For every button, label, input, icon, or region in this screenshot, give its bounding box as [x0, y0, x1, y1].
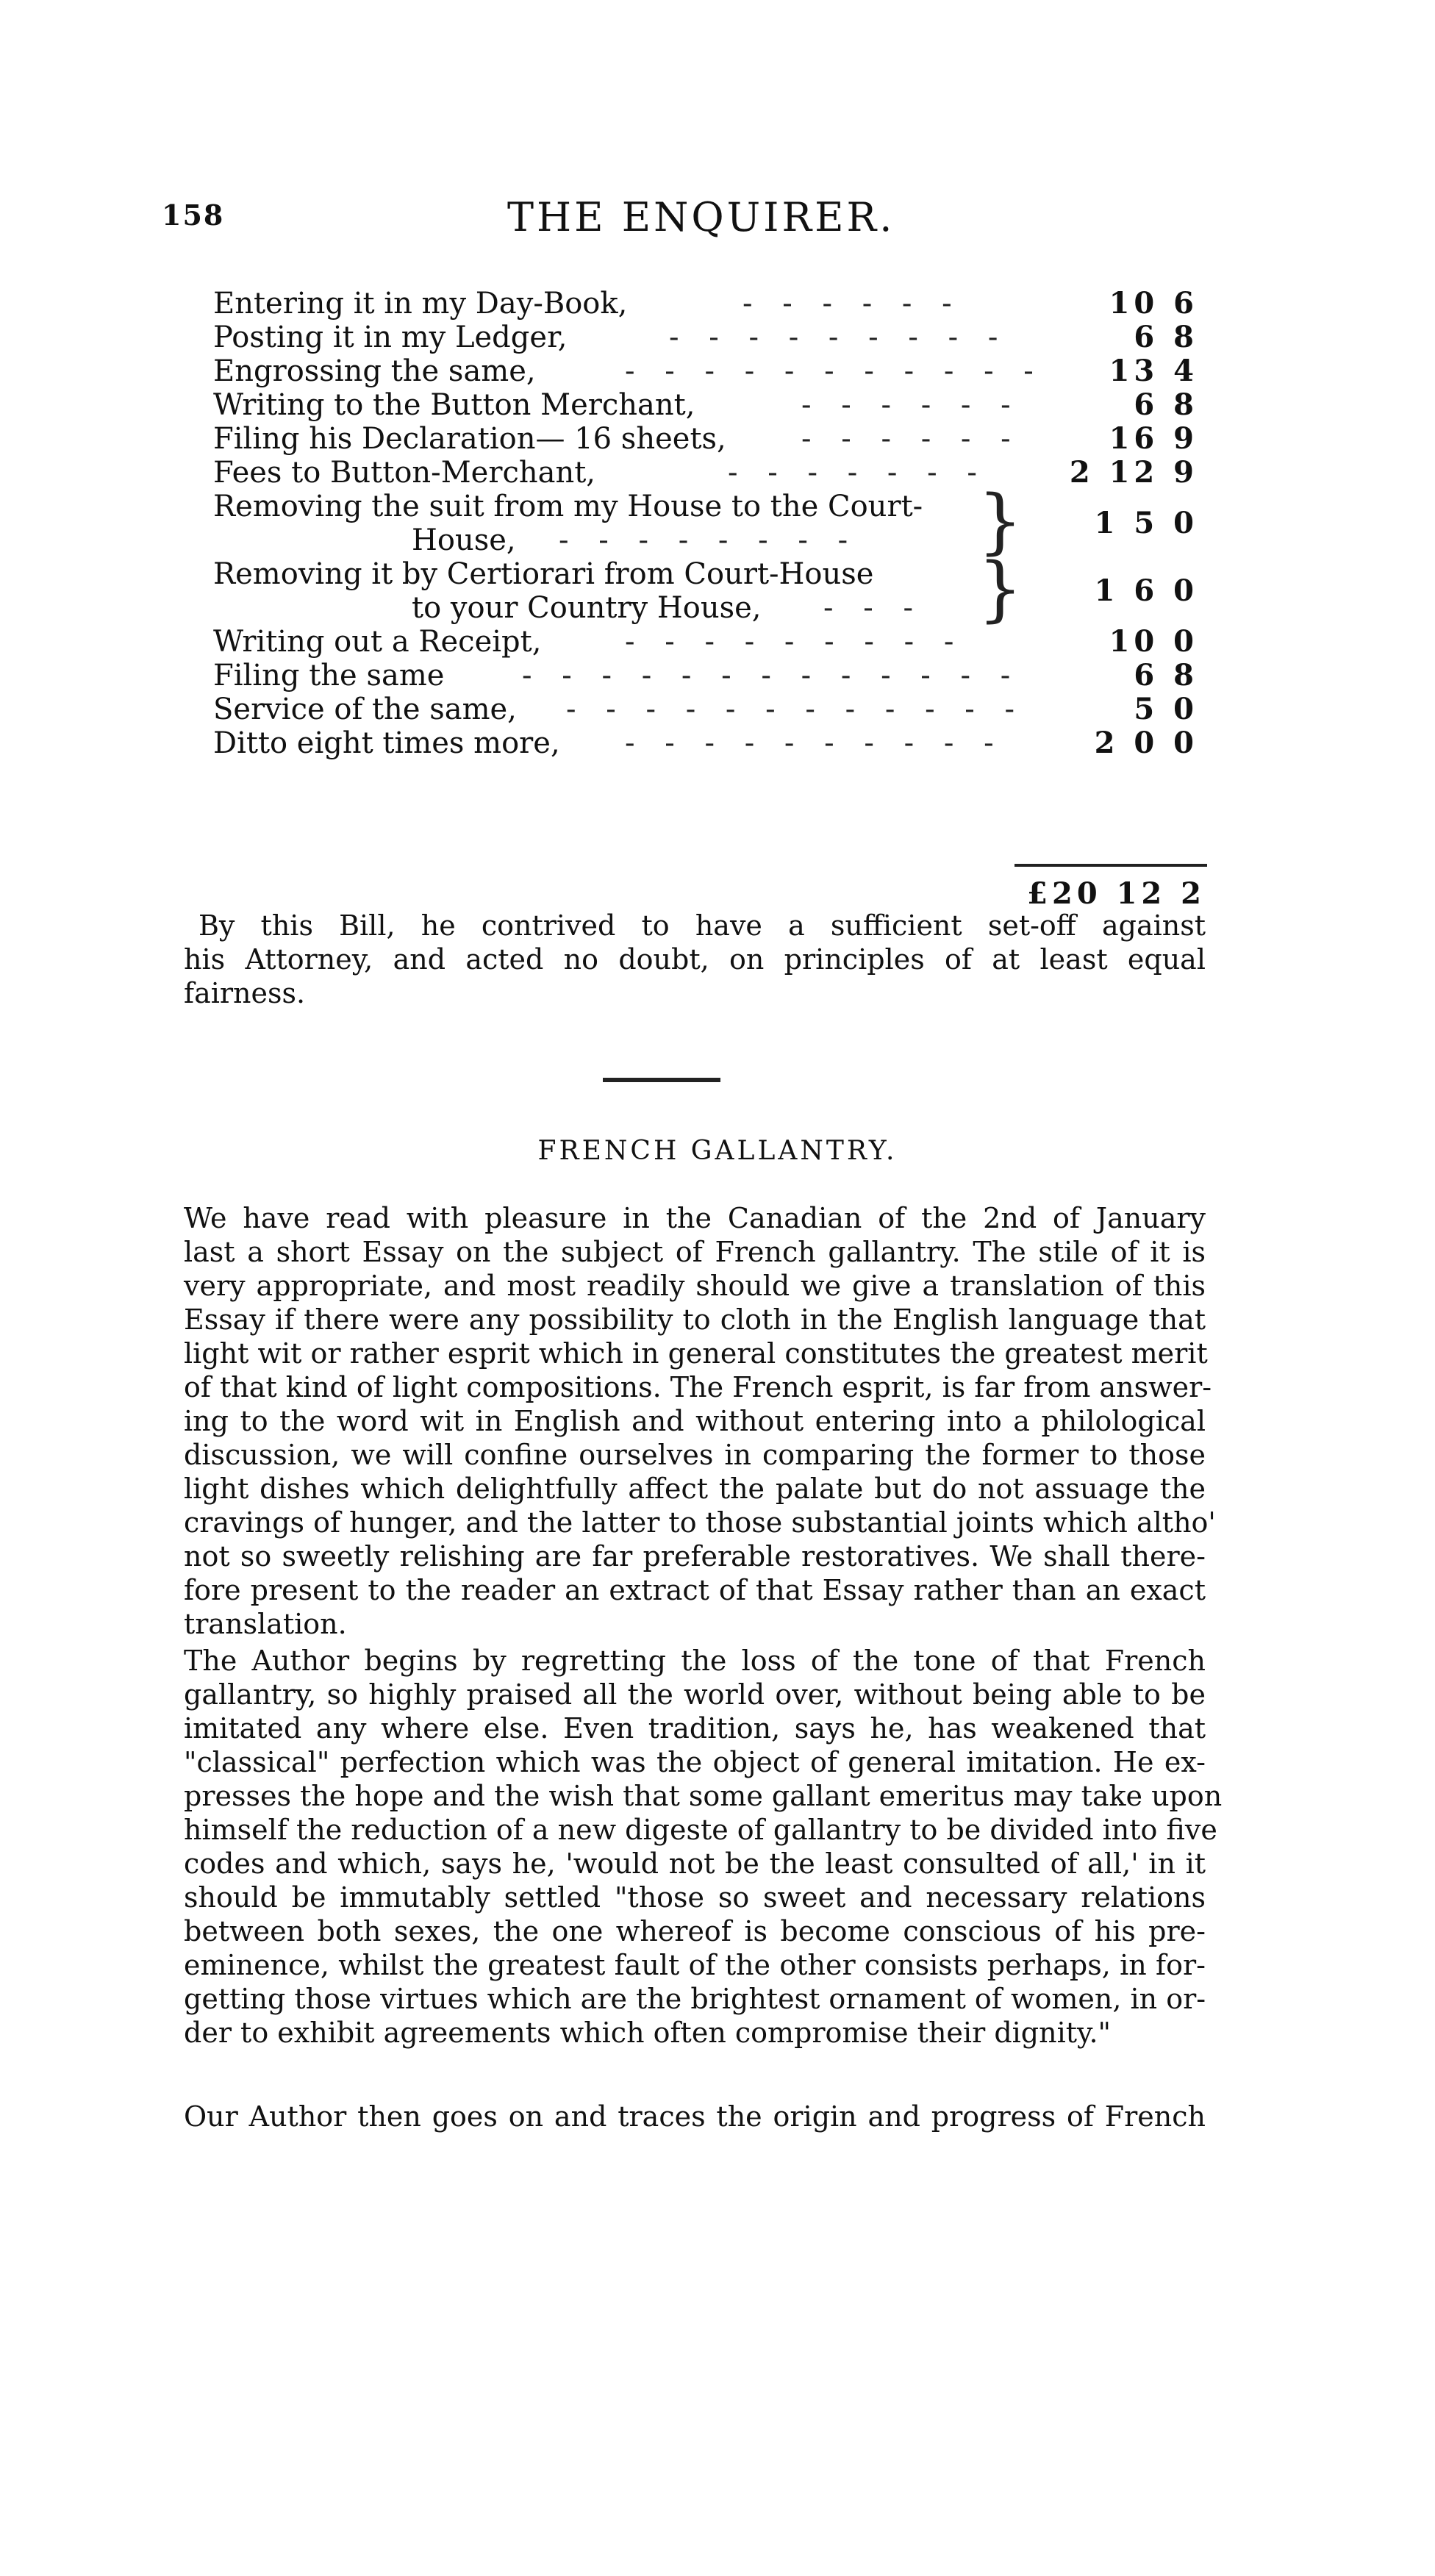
bill-row	[213, 726, 1198, 760]
text-line: "classical" perfection which was the object of general imitation. He ex-	[184, 1746, 1206, 1778]
text-line: very appropriate, and most readily should we give a translation of this	[184, 1270, 1206, 1302]
bill-item-text: Ditto eight times more,	[213, 726, 560, 760]
section-title: FRENCH GALLANTRY.	[537, 1136, 898, 1166]
bill-item-amount: 16 9	[1109, 421, 1198, 456]
bill-row	[213, 321, 1198, 354]
text-line: fairness.	[184, 977, 306, 1009]
bill-row	[213, 456, 1198, 490]
text-line: should be immutably settled "those so sweet and necessary relations	[184, 1881, 1206, 1914]
text-line: Essay if there were any possibility to cloth in the English language that	[184, 1303, 1206, 1336]
bill-item-amount: 10 0	[1109, 624, 1198, 659]
text-line: cravings of hunger, and the latter to those substantial joints which altho'	[184, 1506, 1216, 1539]
bill-row	[213, 354, 1198, 388]
bill-row	[213, 659, 1198, 693]
text-line: Our Author then goes on and traces the origin and progress of French	[184, 2100, 1206, 2133]
text-line: By this Bill, he contrived to have a sufficient set-off against	[198, 909, 1206, 942]
text-line: last a short Essay on the subject of French gallantry. The stile of it is	[184, 1236, 1206, 1268]
closing-paragraph	[184, 909, 1206, 1010]
dot-leader: - - - - - - -	[728, 456, 987, 490]
dot-leader: - - -	[823, 591, 923, 625]
bill-item-text: Removing the suit from my House to the Court-	[213, 490, 923, 523]
bill-row	[213, 422, 1198, 456]
text-line: ing to the word wit in English and without entering into a philological	[184, 1405, 1206, 1437]
bill-row	[213, 693, 1198, 726]
text-line: fore present to the reader an extract of that Essay rather than an exact	[184, 1574, 1206, 1606]
dot-leader: - - - - - - - - -	[625, 625, 965, 659]
bill-row	[213, 287, 1198, 321]
sum-rule	[1014, 864, 1207, 867]
bill-item-text: Entering it in my Day-Book,	[213, 287, 628, 321]
bill-row	[213, 548, 1198, 630]
bill-item-amount: 13 4	[1109, 354, 1198, 388]
bill-item-amount: 2 12 9	[1069, 455, 1198, 490]
text-line: eminence, whilst the greatest fault of the other consists perhaps, in for-	[184, 1949, 1206, 1981]
dot-leader: - - - - - - - - - - -	[625, 354, 1044, 388]
bill-item-text-continued: to your Country House,	[412, 591, 762, 625]
bill-item-text-continued: House,	[412, 523, 516, 557]
dot-leader: - - - - - - - - - -	[625, 726, 1004, 760]
bill-item-amount: 1 6 0	[1094, 573, 1198, 608]
bill-total: £20 12 2	[1027, 876, 1206, 911]
text-line: between both sexes, the one whereof is become conscious of his pre-	[184, 1915, 1206, 1947]
bill-item-text: Writing to the Button Merchant,	[213, 388, 695, 422]
dot-leader: - - - - - - - - - - - -	[566, 693, 1026, 726]
text-line: We have read with pleasure in the Canadian of the 2nd of January	[184, 1202, 1206, 1234]
body-paragraph	[184, 1201, 1216, 1641]
text-line: getting those virtues which are the brightest ornament of women, in or-	[184, 1983, 1206, 2015]
text-line: The Author begins by regretting the loss of the tone of that French	[184, 1645, 1206, 1677]
page-header	[0, 194, 1435, 257]
body-paragraph	[184, 1644, 1223, 2050]
bill-item-text: Filing the same	[213, 659, 445, 693]
bill-item-text: Service of the same,	[213, 693, 517, 726]
dot-leader: - - - - - - - - -	[669, 321, 1009, 354]
bill-item-amount: 10 6	[1109, 286, 1198, 321]
bill-item-text: Removing it by Certiorari from Court-House	[213, 557, 874, 591]
dot-leader: - - - - - -	[801, 388, 1021, 422]
running-title: THE ENQUIRER.	[507, 194, 895, 240]
text-line: light dishes which delightfully affect the palate but do not assuage the	[184, 1473, 1206, 1505]
bill-row	[213, 480, 1198, 562]
dot-leader: - - - - - - - - - - - - -	[522, 659, 1021, 693]
bill-item-amount: 6 8	[1134, 658, 1198, 693]
bill-row	[213, 625, 1198, 659]
brace-mark: }	[978, 548, 1023, 630]
text-line: himself the reduction of a new digeste of gallantry to be divided into five	[184, 1814, 1217, 1846]
bill-item-amount: 5 0	[1134, 692, 1198, 726]
bill-of-costs	[213, 287, 1198, 760]
text-line: imitated any where else. Even tradition, says he, has weakened that	[184, 1712, 1206, 1745]
bill-item-text: Posting it in my Ledger,	[213, 321, 568, 354]
text-line: gallantry, so highly praised all the world over, without being able to be	[184, 1678, 1206, 1711]
text-line: presses the hope and the wish that some gallant emeritus may take upon	[184, 1780, 1223, 1812]
bill-item-text: Writing out a Receipt,	[213, 625, 542, 659]
bill-item-text: Fees to Button-Merchant,	[213, 456, 595, 490]
dot-leader: - - - - - - - -	[559, 523, 859, 557]
body-paragraph	[184, 2100, 1206, 2133]
text-line: discussion, we will confine ourselves in comparing the former to those	[184, 1439, 1206, 1471]
text-line: not so sweetly relishing are far preferable restoratives. We shall there-	[184, 1540, 1206, 1573]
text-line: light wit or rather esprit which in general constitutes the greatest merit	[184, 1337, 1208, 1370]
text-line: der to exhibit agreements which often compromise their dignity."	[184, 2017, 1111, 2049]
text-line: his Attorney, and acted no doubt, on principles of at least equal	[184, 943, 1206, 976]
bill-row	[213, 388, 1198, 422]
text-line: of that kind of light compositions. The French esprit, is far from answer-	[184, 1371, 1212, 1403]
bill-item-text: Filing his Declaration— 16 sheets,	[213, 422, 726, 456]
bill-item-amount: 6 8	[1134, 320, 1198, 354]
brace-mark: }	[978, 480, 1023, 562]
dot-leader: - - - - - -	[801, 422, 1021, 456]
text-line: translation.	[184, 1608, 347, 1640]
bill-item-amount: 1 5 0	[1094, 506, 1198, 540]
section-separator	[603, 1078, 720, 1082]
dot-leader: - - - - - -	[742, 287, 962, 321]
bill-item-text: Engrossing the same,	[213, 354, 536, 388]
bill-item-amount: 6 8	[1134, 387, 1198, 422]
text-line: codes and which, says he, 'would not be the least consulted of all,' in it	[184, 1847, 1206, 1880]
bill-item-amount: 2 0 0	[1094, 726, 1198, 760]
page-number: 158	[162, 198, 225, 232]
